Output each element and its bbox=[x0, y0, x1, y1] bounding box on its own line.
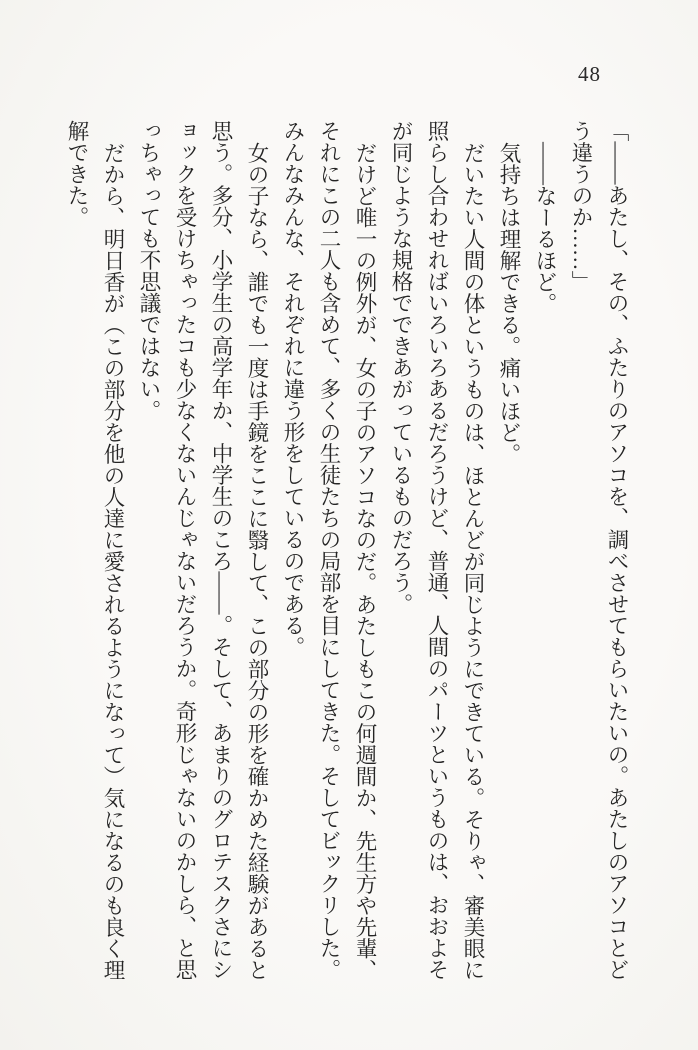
body-text bbox=[59, 120, 635, 986]
paragraph: だいたい人間の体というものは、ほとんどが同じようにできている。そりゃ、審美眼に照らし合わせればいろいろあるだろうけど、普通、人間のパーツというものは、おおよそが同じような規格でできあがっているものだろう。 bbox=[389, 120, 485, 980]
paragraph: だから、明日香が（この部分を他の人達に愛されるようになって）気になるのも良く理解できた。 bbox=[65, 120, 125, 980]
paragraph: 「――あたし、その、ふたりのアソコを、調べさせてもらいたいの。あたしのアソコとどう違うのか……」 bbox=[569, 120, 629, 980]
paragraph: 気持ちは理解できる。痛いほど。 bbox=[497, 141, 521, 464]
paragraph: ――なーるほど。 bbox=[533, 141, 557, 314]
paragraph: だけど唯一の例外が、女の子のアソコなのだ。あたしもこの何週間か、先生方や先輩、それにこの二人も含めて、多くの生徒たちの局部を目にしてきた。そしてビックリした。みんなみんな、それぞれに違う形をしているのである。 bbox=[281, 120, 377, 980]
paragraph: 女の子なら、誰でも一度は手鏡をここに翳して、この部分の形を確かめた経験があると思う。多分、小学生の高学年か、中学生のころ――。そして、あまりのグロテスクさにショックを受けちゃったコも少なくないんじゃないだろうか。奇形じゃないのかしら、と思っちゃっても不思議ではない。 bbox=[137, 120, 269, 980]
page-number: 48 bbox=[578, 62, 601, 86]
